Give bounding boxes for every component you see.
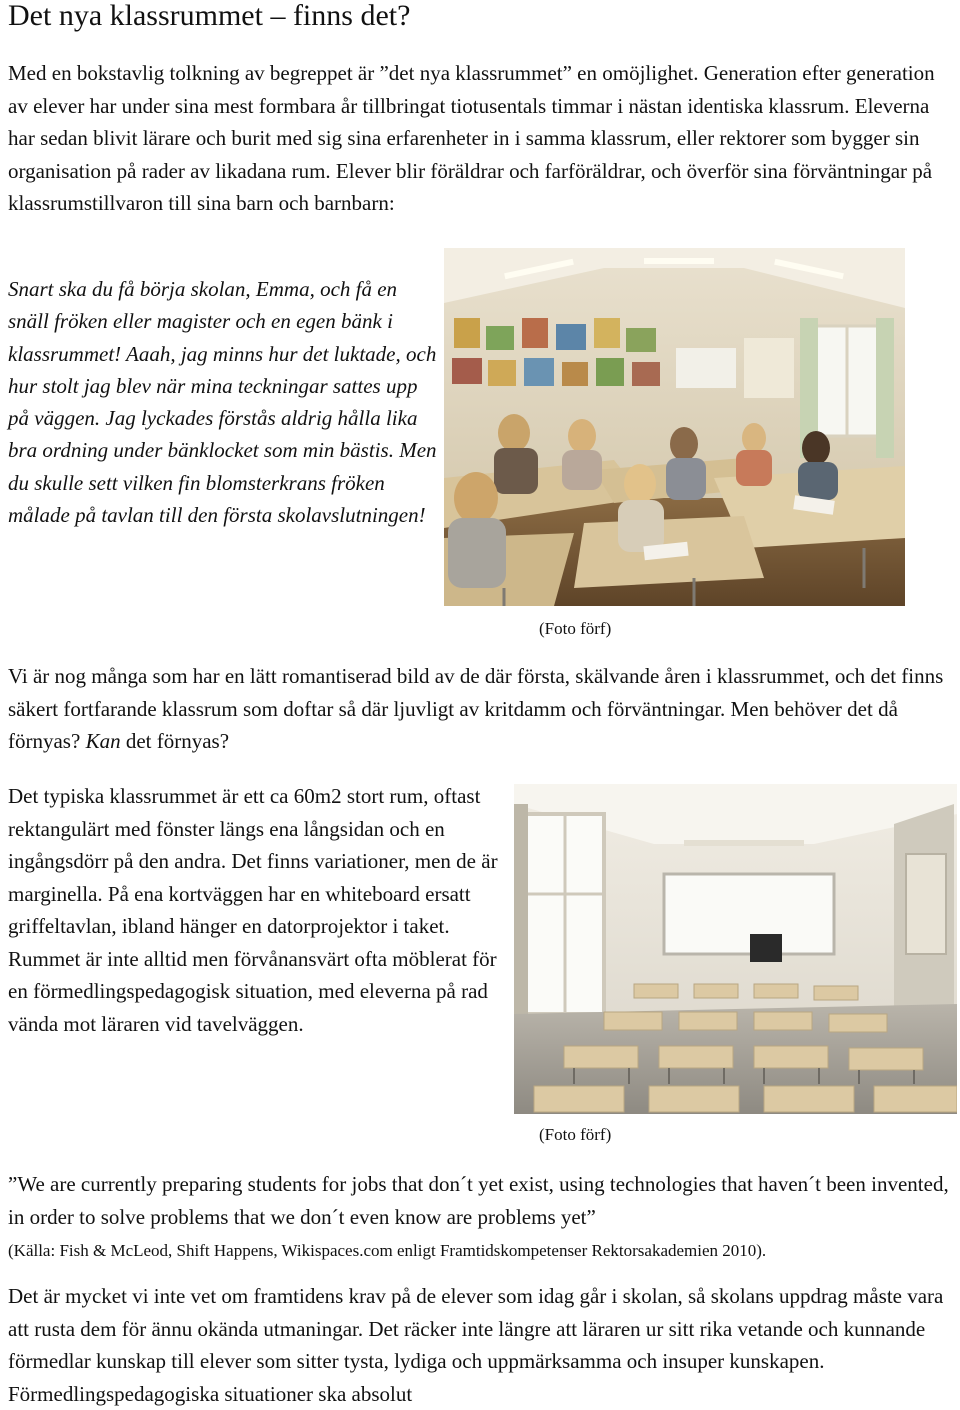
reflection-paragraph [8,660,954,758]
page-title: Det nya klassrummet – finns det? [8,0,411,32]
typical-classroom-paragraph: Det typiska klassrummet är ett ca 60m2 stort rum, oftast rektangulärt med fönster längs ena långsidan och en ingångsdörr på den andra. Det finns variationer, men de är marginella. På ena kortväggen har en whiteboard ersatt griffeltavlan, ibland hänger en datorprojektor i taket. Rummet är inte alltid men förvånansvärt ofta möblerat för en förmedlingspedagogisk situation, med eleverna på rad vända mot läraren vid tavelväggen. [8,784,498,1036]
photo-caption: (Foto förf) [539,1125,612,1144]
classroom-photo-pupils [444,248,905,606]
english-quote-text: ”We are currently preparing students for jobs that don´t yet exist, using technologies that haven´t been invented, in order to solve problems that we don´t even know are problems yet” [8,1172,949,1229]
intro-paragraph: Med en bokstavlig tolkning av begreppet är ”det nya klassrummet” en omöjlighet. Generation efter generation av elever har under sina mest formbara år tillbringat tiotusentals timmar i nästan identiska klassrum. Eleverna har sedan blivit lärare och burit med sig sina erfarenheter in i samma klassrum, eller rektorer som bygger sin organisation på rader av likadana rum. Elever blir föräldrar och farföräldrar, och överför sina förväntningar på klassrumstillvaron till sina barn och barnbarn: [8,61,935,215]
emphasis-kan: Kan [85,729,121,753]
future-paragraph: Det är mycket vi inte vet om framtidens krav på de elever som idag går i skolan, så skolans uppdrag måste vara att rusta dem för ännu okända utmaningar. Det räcker inte längre att läraren ur sitt rika vetande och kunnande förmedlar kunskap till elever som sitter tysta, lydiga och uppmärksamma och insuper kunskapen. Förmedlingspedagogiska situationer ska absolut [8,1284,944,1406]
photo-caption: (Foto förf) [539,619,612,638]
reflection-text-b: det förnyas? [120,729,230,753]
reflection-text-a: Vi är nog många som har en lätt romantiserad bild av de där första, skälvande åren i klassrummet, och det finns säkert fortfarande klassrum som doftar så där ljuvligt av kritdamm och förväntningar. Men behöver det då förnyas? [8,664,944,753]
classroom-photo-empty [514,784,957,1114]
quote-paragraph: Snart ska du få börja skolan, Emma, och få en snäll fröken eller magister och en egen bänk i klassrummet! Aaah, jag minns hur det luktade, och hur stolt jag blev när mina teckningar sattes upp på väggen. Jag lyckades förstås aldrig hålla lika bra ordning under bänklocket som min bästis. Men du skulle sett vilken fin blomsterkrans fröken målade på tavlan till den första skolavslutningen! [8,277,437,528]
english-quote [8,1168,954,1268]
quote-source: (Källa: Fish & McLeod, Shift Happens, Wikispaces.com enligt Framtidskompetenser Rektorsakademien 2010). [8,1241,767,1260]
